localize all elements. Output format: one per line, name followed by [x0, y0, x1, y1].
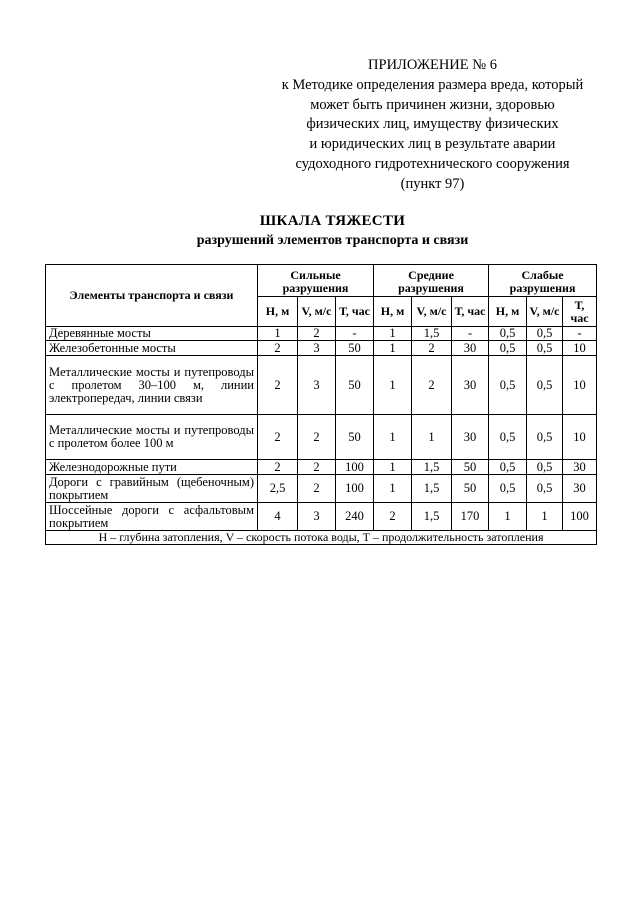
- appendix-line: физических лиц, имуществу физических: [306, 116, 559, 133]
- table-cell: 30: [452, 341, 489, 356]
- table-cell: 1: [374, 341, 412, 356]
- param-header-h: Н, м: [489, 297, 527, 327]
- table-cell: 1,5: [412, 503, 452, 531]
- element-name: Металлические мосты и путепроводы с пролетом 30–100 м, линии электропередач, линии связи: [46, 356, 258, 415]
- element-name: Железнодорожные пути: [46, 460, 258, 475]
- table-cell: 2: [258, 341, 298, 356]
- table-cell: 2: [258, 415, 298, 460]
- table-cell: 1: [489, 503, 527, 531]
- table-cell: 0,5: [527, 475, 563, 503]
- table-row: [46, 475, 597, 503]
- header-row-groups: [46, 265, 597, 297]
- table-footnote: Н – глубина затопления, V – скорость потока воды, Т – продолжительность затопления: [46, 531, 597, 545]
- table-row: [46, 341, 597, 356]
- table-cell: 0,5: [527, 356, 563, 415]
- table-cell: 2: [298, 475, 336, 503]
- table-cell: 100: [563, 503, 597, 531]
- element-name: Шоссейные дороги с асфальтовым покрытием: [46, 503, 258, 531]
- table-cell: 2: [298, 327, 336, 341]
- footnote-row: [46, 531, 597, 545]
- param-header-h: Н, м: [258, 297, 298, 327]
- element-name: Металлические мосты и путепроводы с пролетом более 100 м: [46, 415, 258, 460]
- table-cell: 10: [563, 415, 597, 460]
- table-cell: 1: [374, 356, 412, 415]
- document-subtitle: разрушений элементов транспорта и связи: [196, 233, 469, 248]
- element-name: Железобетонные мосты: [46, 341, 258, 356]
- table-cell: 50: [336, 341, 374, 356]
- table-cell: 1: [412, 415, 452, 460]
- table-cell: 0,5: [489, 341, 527, 356]
- appendix-header: [260, 56, 605, 195]
- table-cell: 4: [258, 503, 298, 531]
- appendix-line: к Методике определения размера вреда, который: [281, 76, 584, 93]
- table-cell: 3: [298, 503, 336, 531]
- table-cell: 1: [374, 415, 412, 460]
- param-header-h: Н, м: [374, 297, 412, 327]
- table-cell: 30: [563, 475, 597, 503]
- group-header-strong: Сильные разрушения: [258, 265, 374, 297]
- table-cell: 0,5: [489, 327, 527, 341]
- element-column-header: Элементы транспорта и связи: [46, 265, 258, 327]
- table-cell: 100: [336, 475, 374, 503]
- table-cell: 0,5: [527, 341, 563, 356]
- table-cell: -: [563, 327, 597, 341]
- table-cell: 2,5: [258, 475, 298, 503]
- table-cell: -: [452, 327, 489, 341]
- table-cell: 1: [258, 327, 298, 341]
- table-cell: 2: [412, 356, 452, 415]
- table-row: [46, 503, 597, 531]
- param-header-v: V, м/с: [527, 297, 563, 327]
- table-cell: 1,5: [412, 327, 452, 341]
- appendix-line: и юридических лиц в результате аварии: [309, 136, 556, 153]
- param-header-t: Т, час: [563, 297, 597, 327]
- table-cell: 0,5: [527, 415, 563, 460]
- table-cell: 1,5: [412, 460, 452, 475]
- table-cell: 30: [452, 415, 489, 460]
- table-cell: 170: [452, 503, 489, 531]
- table-cell: 1: [374, 475, 412, 503]
- table-cell: 240: [336, 503, 374, 531]
- table-cell: 50: [452, 460, 489, 475]
- table-cell: 0,5: [489, 415, 527, 460]
- param-header-t: Т, час: [452, 297, 489, 327]
- table-row: [46, 356, 597, 415]
- table-cell: 2: [258, 460, 298, 475]
- table-cell: 2: [298, 415, 336, 460]
- param-header-t: Т, час: [336, 297, 374, 327]
- table-cell: 0,5: [527, 327, 563, 341]
- table-cell: 0,5: [489, 356, 527, 415]
- group-header-medium: Средние разрушения: [374, 265, 489, 297]
- appendix-line: может быть причинен жизни, здоровью: [310, 96, 555, 113]
- table-cell: 1,5: [412, 475, 452, 503]
- table-row: [46, 460, 597, 475]
- table-cell: 2: [374, 503, 412, 531]
- table-cell: 0,5: [489, 460, 527, 475]
- table-cell: 3: [298, 356, 336, 415]
- table-cell: 10: [563, 356, 597, 415]
- param-header-v: V, м/с: [412, 297, 452, 327]
- table-cell: -: [336, 327, 374, 341]
- table-cell: 50: [336, 356, 374, 415]
- table-cell: 100: [336, 460, 374, 475]
- element-name: Дороги с гравийным (щебеночным) покрытием: [46, 475, 258, 503]
- table-row: [46, 415, 597, 460]
- appendix-number: ПРИЛОЖЕНИЕ № 6: [368, 57, 497, 73]
- table-cell: 1: [527, 503, 563, 531]
- table-cell: 2: [298, 460, 336, 475]
- table-cell: 0,5: [527, 460, 563, 475]
- appendix-clause: (пункт 97): [400, 175, 465, 192]
- table-cell: 1: [374, 460, 412, 475]
- table-cell: 2: [412, 341, 452, 356]
- table-cell: 10: [563, 341, 597, 356]
- table-cell: 30: [563, 460, 597, 475]
- param-header-v: V, м/с: [298, 297, 336, 327]
- group-header-weak: Слабые разрушения: [489, 265, 597, 297]
- table-cell: 30: [452, 356, 489, 415]
- table-cell: 1: [374, 327, 412, 341]
- table-cell: 50: [452, 475, 489, 503]
- appendix-line: судоходного гидротехнического сооружения: [295, 155, 570, 172]
- document-title: ШКАЛА ТЯЖЕСТИ: [259, 213, 406, 229]
- element-name: Деревянные мосты: [46, 327, 258, 341]
- table-row: [46, 327, 597, 341]
- severity-table: [45, 264, 597, 545]
- table-cell: 50: [336, 415, 374, 460]
- table-cell: 2: [258, 356, 298, 415]
- table-cell: 0,5: [489, 475, 527, 503]
- table-cell: 3: [298, 341, 336, 356]
